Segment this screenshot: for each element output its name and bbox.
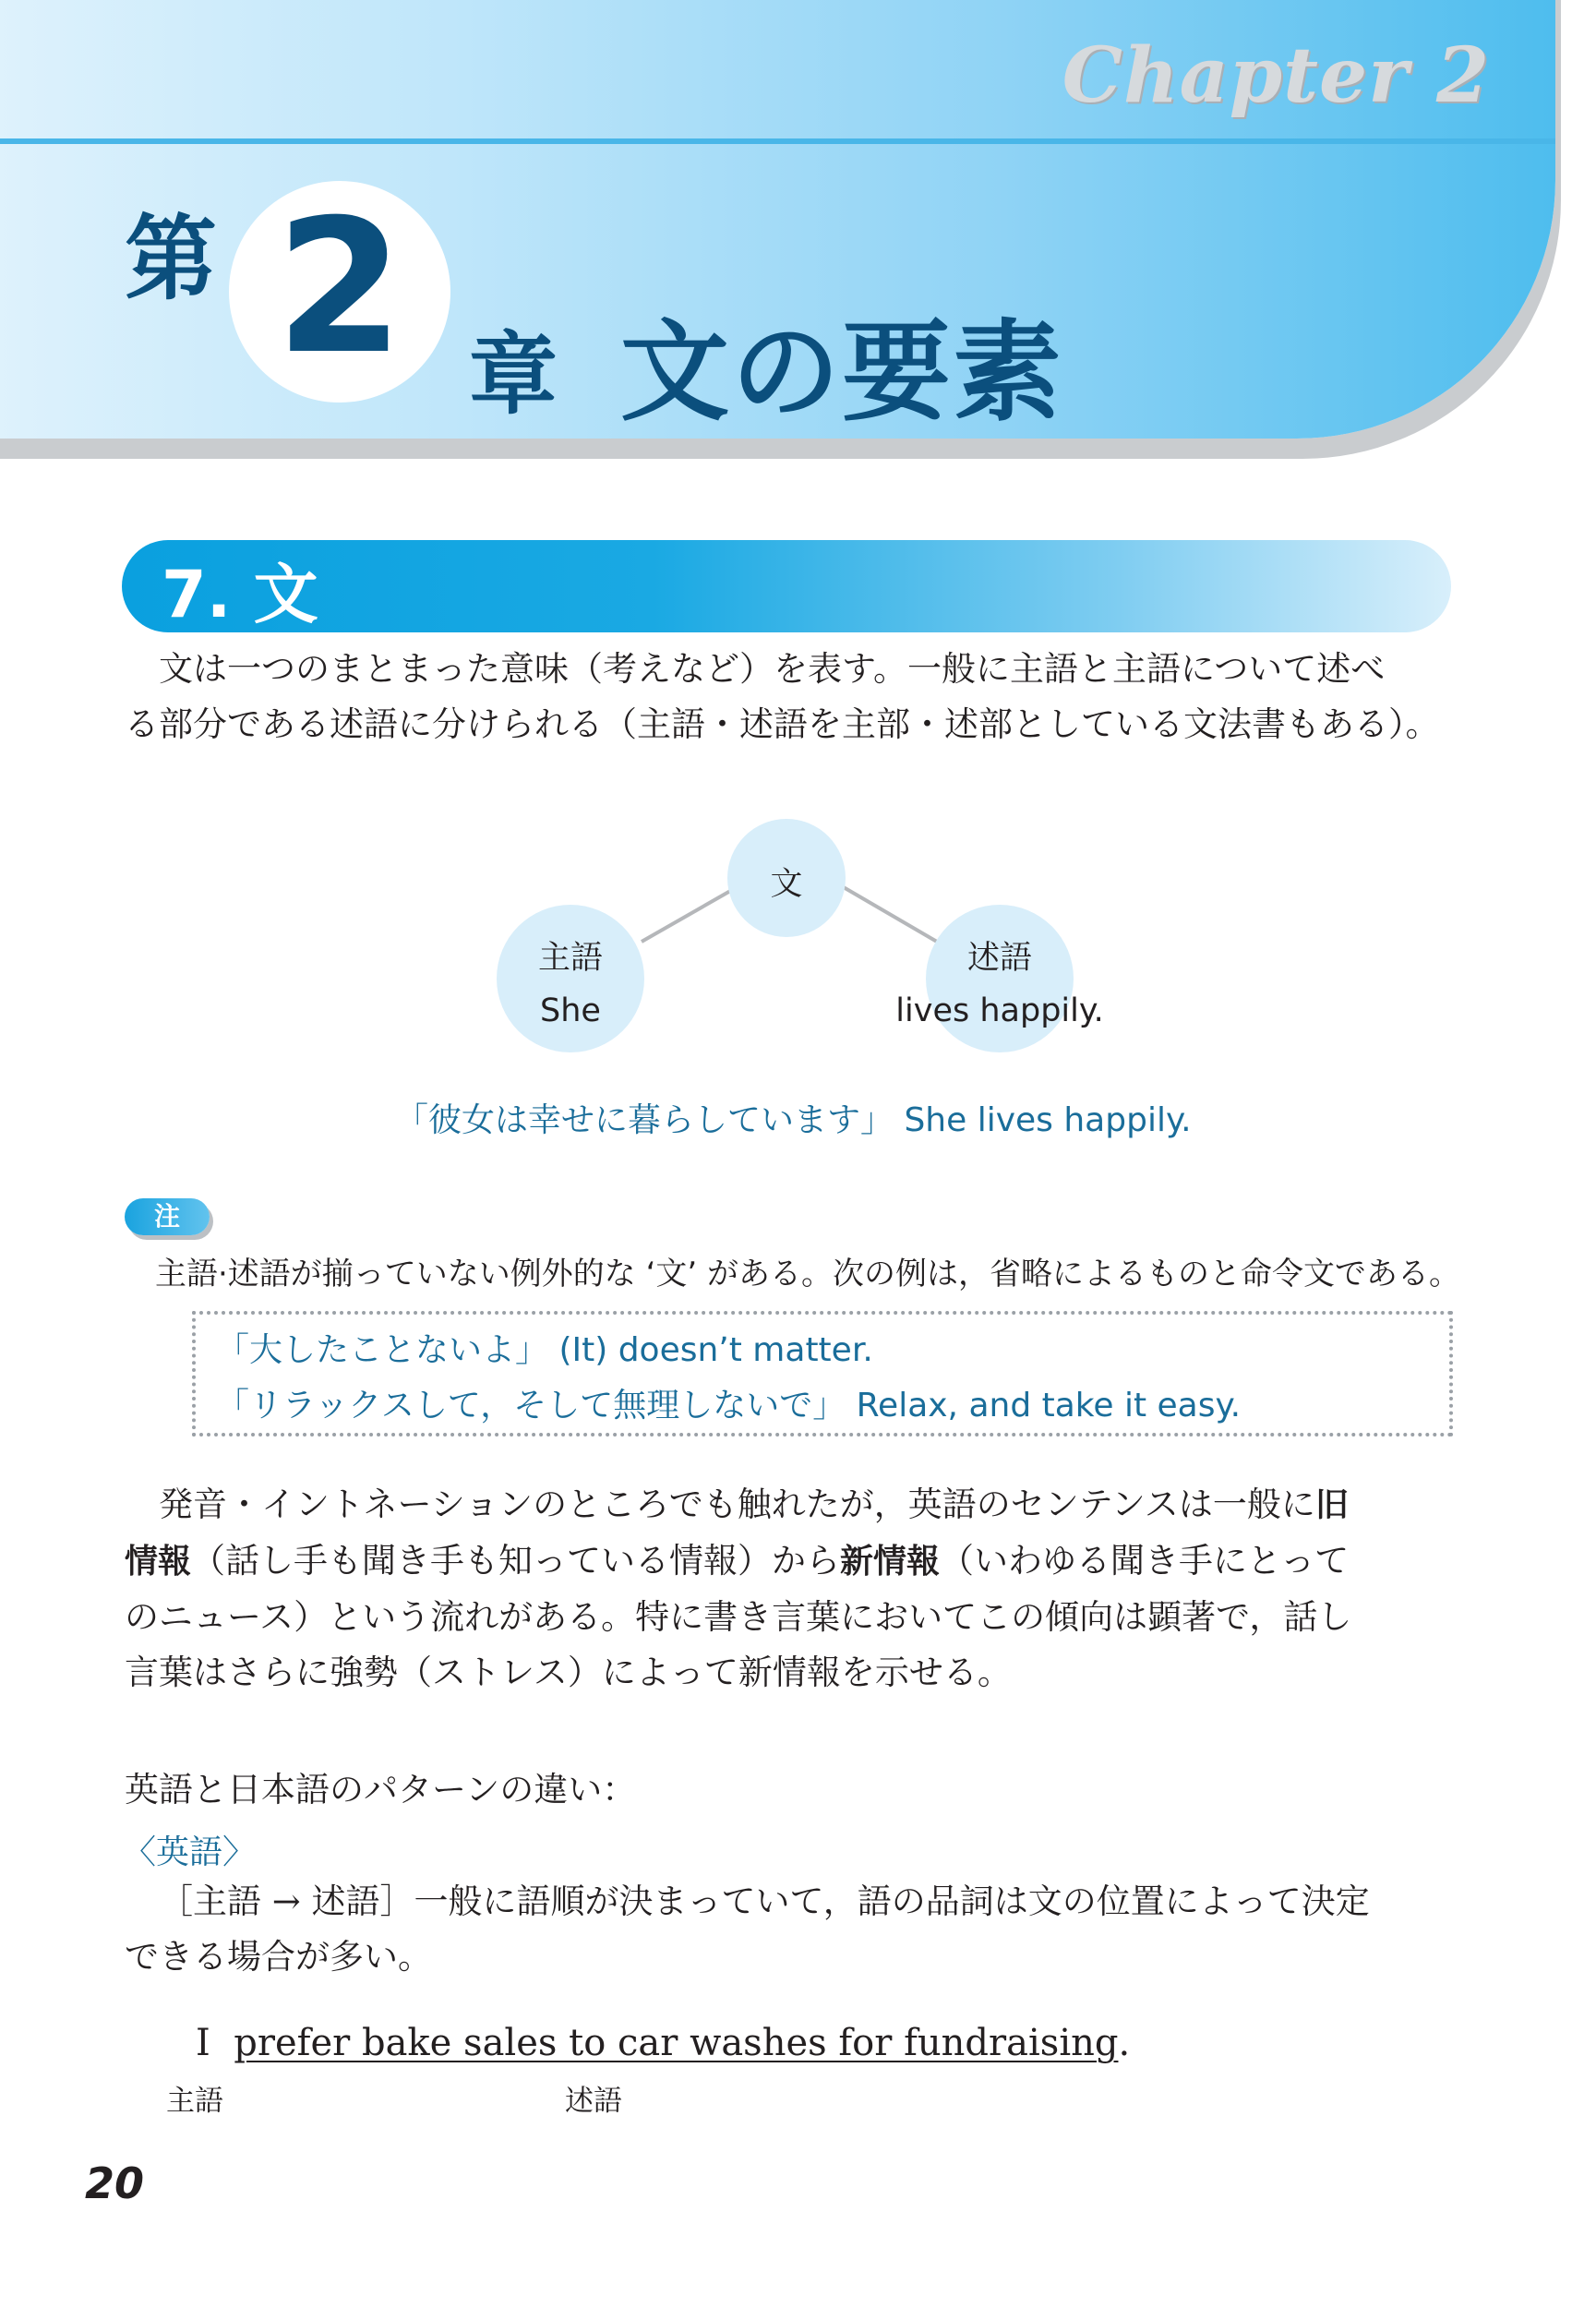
connector-line-predicate: [842, 886, 937, 942]
old-info-term-end: 情報: [125, 1543, 192, 1581]
english-desc-line: ［主語 → 述語］一般に語順が決まっていて，語の品詞は文の位置によって決定: [159, 1881, 1370, 1921]
chapter-number-circle: [229, 181, 450, 403]
page-number: 20: [85, 2158, 145, 2208]
info-line-3: のニュース）という流れがある。特に書き言葉においてこの傾向は顕著で，話し: [125, 1597, 1352, 1637]
chapter-title: 文の要素: [620, 308, 1064, 436]
predicate-node-circle: [926, 905, 1074, 1052]
subject-node-word: She: [540, 992, 601, 1029]
subject-node-label: 主語: [537, 940, 604, 977]
example-subject: I: [196, 2022, 210, 2064]
section-heading-bar: [122, 540, 1451, 632]
info-line-1: 発音・イントネーションのところでも触れたが，英語のセンテンスは一般に: [159, 1485, 1315, 1524]
pattern-heading: 英語と日本語のパターンの違い：: [125, 1770, 637, 1809]
new-info-term: 新情報: [840, 1543, 941, 1581]
old-info-term-start: 旧: [1314, 1486, 1349, 1524]
root-node-label: 文: [770, 866, 803, 903]
example-sentence: [196, 2022, 1130, 2064]
sentence-diagram: [0, 812, 1596, 1089]
section-title: 7. 文: [162, 557, 318, 632]
english-desc-line: できる場合が多い。: [125, 1937, 432, 1977]
info-line-4: 言葉はさらに強勢（ストレス）によって新情報を示せる。: [125, 1653, 1012, 1692]
note-example-ellipsis: 「大したことないよ」 (It) doesn’t matter.: [216, 1331, 873, 1369]
chapter-suffix: 章: [469, 323, 558, 427]
predicate-node-word: lives happily.: [895, 992, 1104, 1029]
predicate-tag: 述語: [565, 2085, 622, 2118]
intro-line: る部分である述語に分けられる（主語・述語を主部・述部としている文法書もある）。: [125, 704, 1440, 744]
info-line: [125, 1533, 1454, 1590]
english-label: 〈英語〉: [123, 1833, 257, 1871]
intro-line: 文は一つのまとまった意味（考えなど）を表す。一般に主語と主語について述べ: [159, 649, 1386, 689]
note-text: 主語·述語が揃っていない例外的な ‘文’ がある。次の例は，省略によるものと命令文である。: [155, 1256, 1461, 1292]
example-predicate: prefer bake sales to car washes for fundraising: [234, 2022, 1119, 2064]
intro-paragraph: [125, 642, 1454, 752]
info-line-2-mid: （話し手も聞き手も知っている情報）から: [191, 1541, 841, 1581]
info-line: [125, 1477, 1454, 1533]
diagram-example-caption: 「彼女は幸せに暮らしています」 She lives happily.: [395, 1101, 1192, 1139]
chapter-prefix: 第: [125, 205, 217, 313]
chapter-number: 2: [275, 180, 404, 395]
connector-line-subject: [642, 886, 738, 942]
predicate-node-label: 述語: [966, 940, 1033, 977]
example-period: .: [1118, 2022, 1131, 2064]
english-description: [125, 1874, 1454, 1985]
chapter-label: Chapter 2: [1062, 31, 1490, 120]
note-example-box: [192, 1311, 1453, 1436]
info-paragraph: [125, 1477, 1454, 1701]
subject-tag: 主語: [166, 2085, 223, 2118]
info-line-2-end: （いわゆる聞き手にとって: [940, 1541, 1350, 1581]
note-example-imperative: 「リラックスして，そして無理しないで」 Relax, and take it easy.: [216, 1387, 1242, 1424]
note-badge: 注: [125, 1198, 210, 1235]
header-divider-line: [0, 138, 1555, 144]
subject-node-circle: [497, 905, 644, 1052]
